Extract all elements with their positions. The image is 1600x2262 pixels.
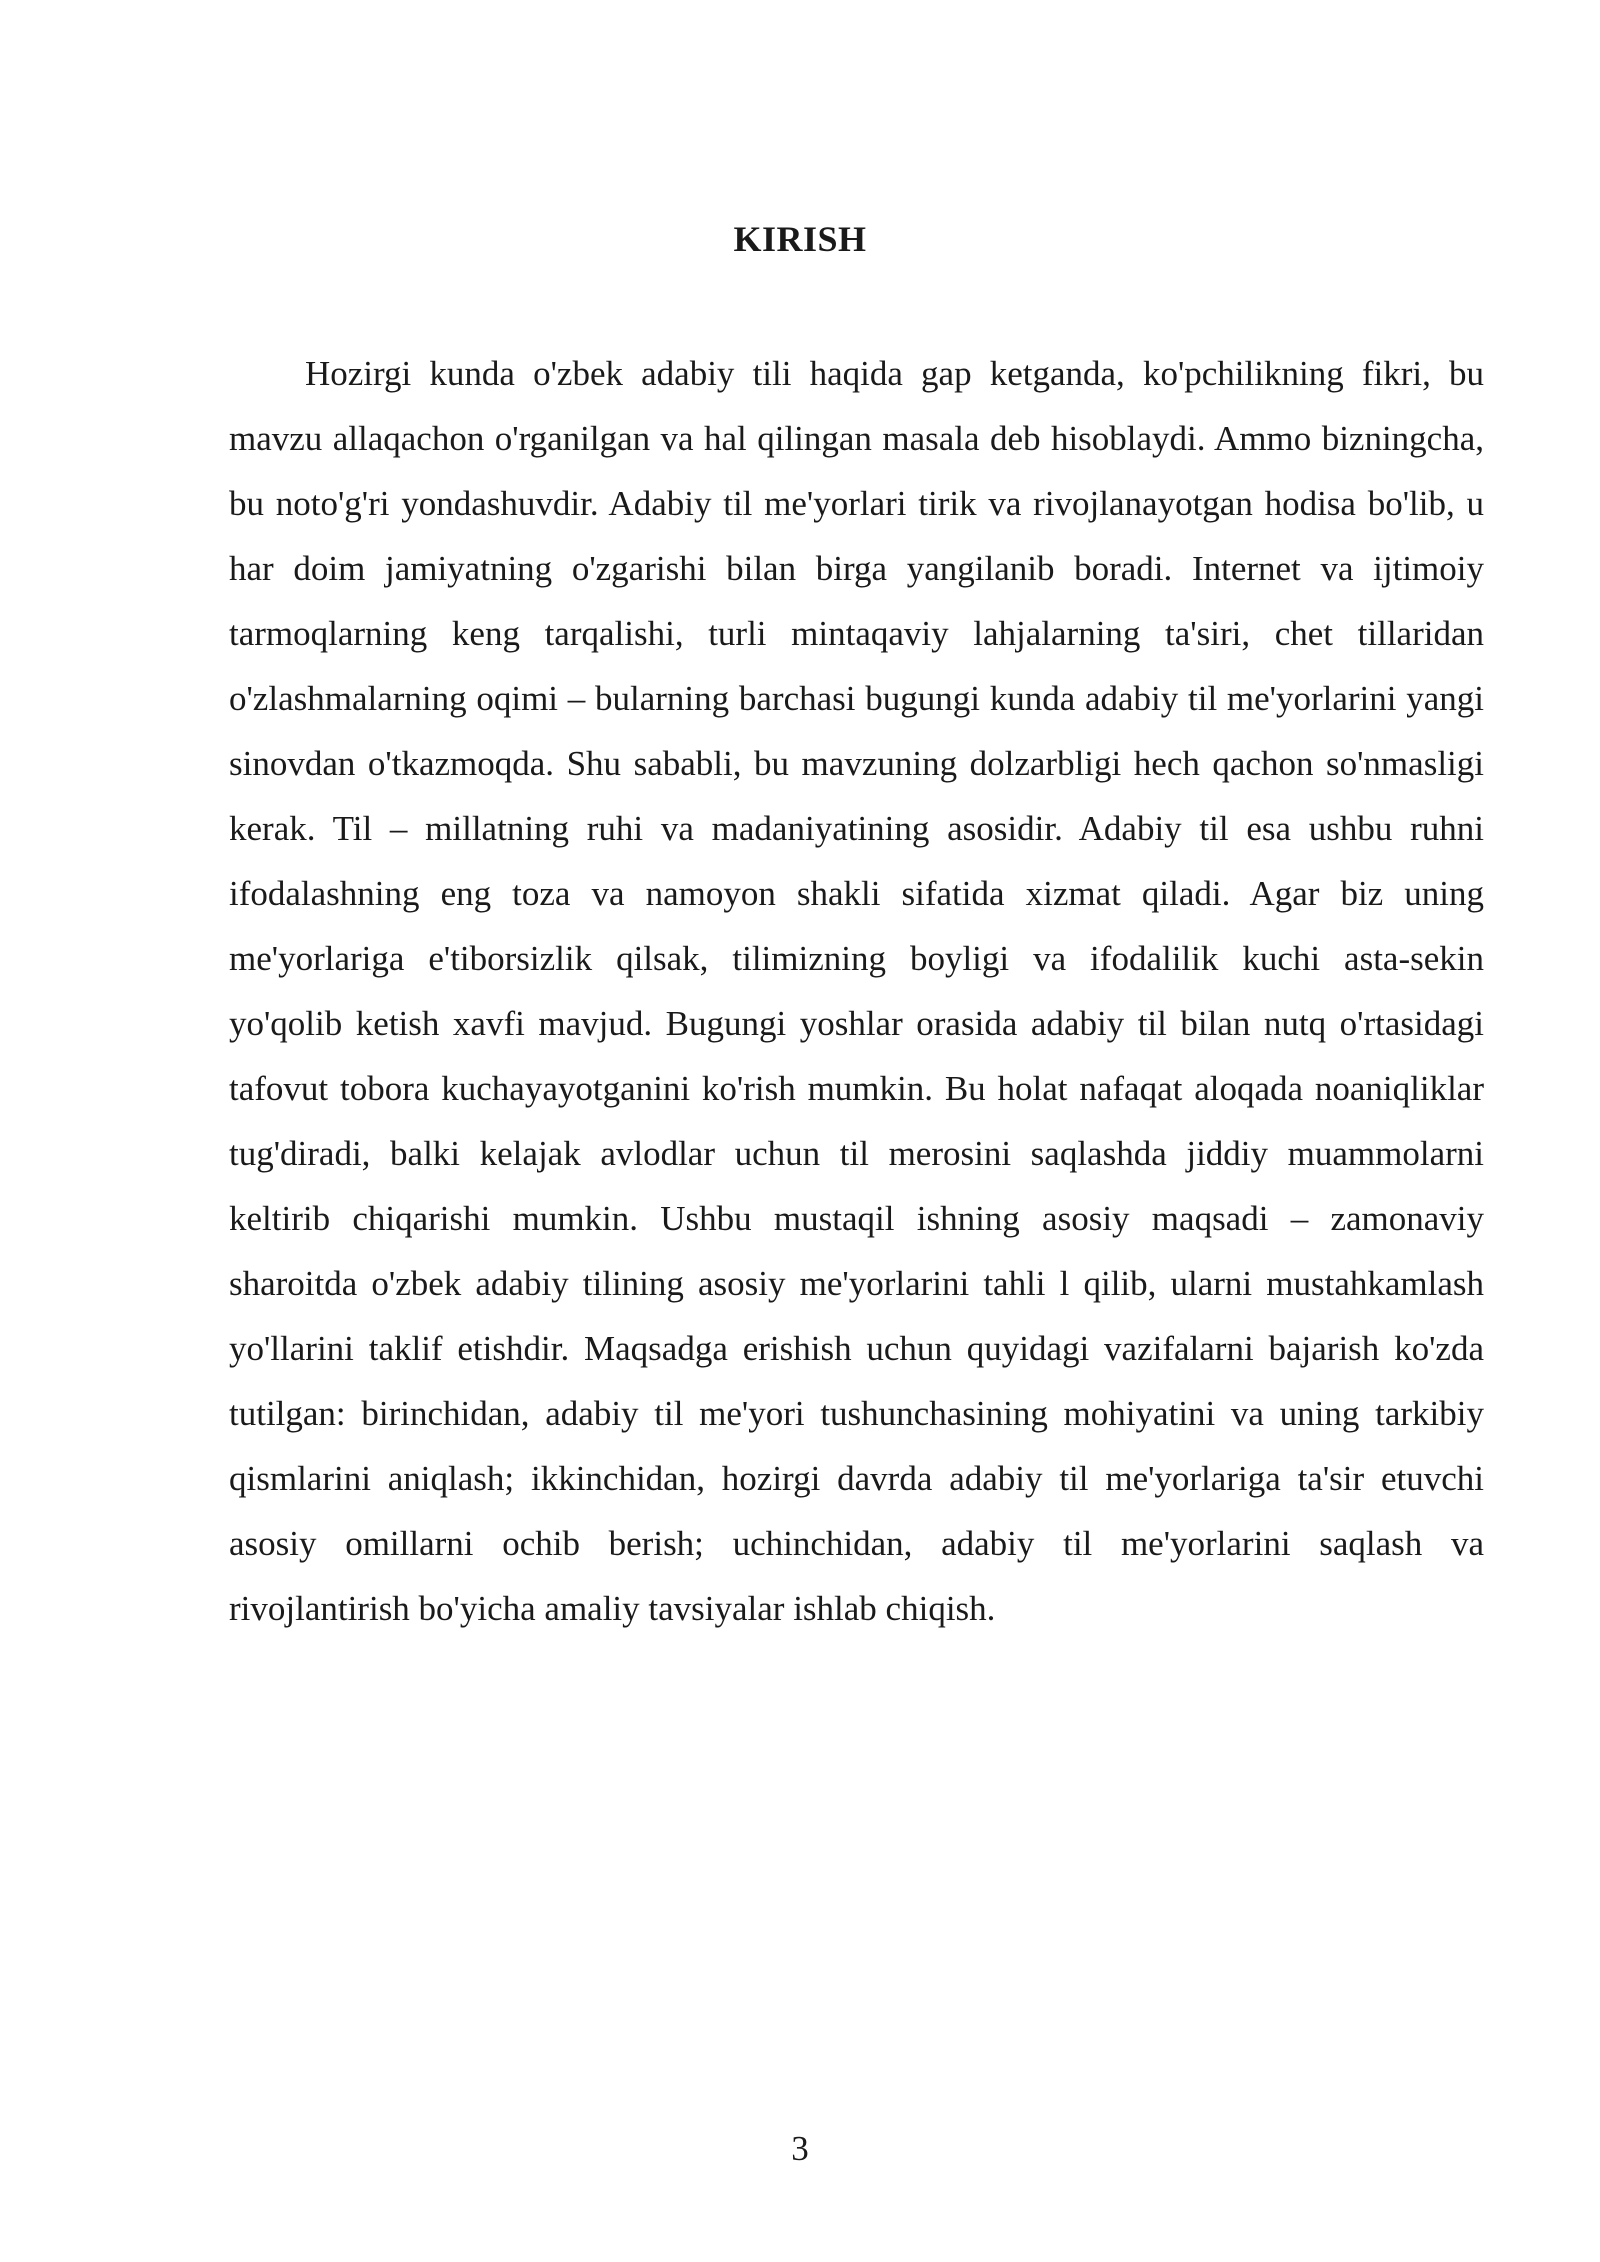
body-paragraph: Hozirgi kunda o'zbek adabiy tili haqida gap ketganda, ko'pchilikning fikri, bu mavzu allaqachon o'rganilgan va hal qilingan masala deb hisoblaydi. Ammo bizningcha, bu noto'g'ri yondashuvdir. Adabiy til me'yorlari tirik va rivojlanayotgan hodisa bo'lib, u har doim jamiyatning o'zgarishi bilan birga yangilanib boradi. Internet va ijtimoiy tarmoqlarning keng tarqalishi, turli mintaqaviy lahjalarning ta'siri, chet tillaridan o'zlashmalarning oqimi – bularning barchasi bugungi kunda adabiy til me'yorlarini yangi sinovdan o'tkazmoqda. Shu sababli, bu mavzuning dolzarbligi hech qachon so'nmasligi kerak. Til – millatning ruhi va madaniyatining asosidir. Adabiy til esa ushbu ruhni ifodalashning eng toza va namoyon shakli sifatida xizmat qiladi. Agar biz uning me'yorlariga e'tiborsizlik qilsak, tilimizning boyligi va ifodalilik kuchi asta-sekin yo'qolib ketish xavfi mavjud. Bugungi yoshlar orasida adabiy til bilan nutq o'rtasidagi tafovut tobora kuchayayotganini ko'rish mumkin. Bu holat nafaqat aloqada noaniqliklar tug'diradi, balki kelajak avlodlar uchun til merosini saqlashda jiddiy muammolarni keltirib chiqarishi mumkin. Ushbu mustaqil ishning asosiy maqsadi – zamonaviy sharoitda o'zbek adabiy tilining asosiy me'yorlarini tahli l qilib, ularni mustahkamlash yo'llarini taklif etishdir. Maqsadga erishish uchun quyidagi vazifalarni bajarish ko'zda tutilgan: birinchidan, adabiy til me'yori tushunchasining mohiyatini va uning tarkibiy qismlarini aniqlash; ikkinchidan, hozirgi davrda adabiy til me'yorlariga ta'sir etuvchi asosiy omillarni ochib berish; uchinchidan, adabiy til me'yorlarini saqlash va rivojlantirish bo'yicha amaliy tavsiyalar ishlab chiqish.	[229, 354, 1484, 1628]
section-title: KIRISH	[733, 219, 867, 259]
page-number: 3	[791, 2129, 809, 2168]
